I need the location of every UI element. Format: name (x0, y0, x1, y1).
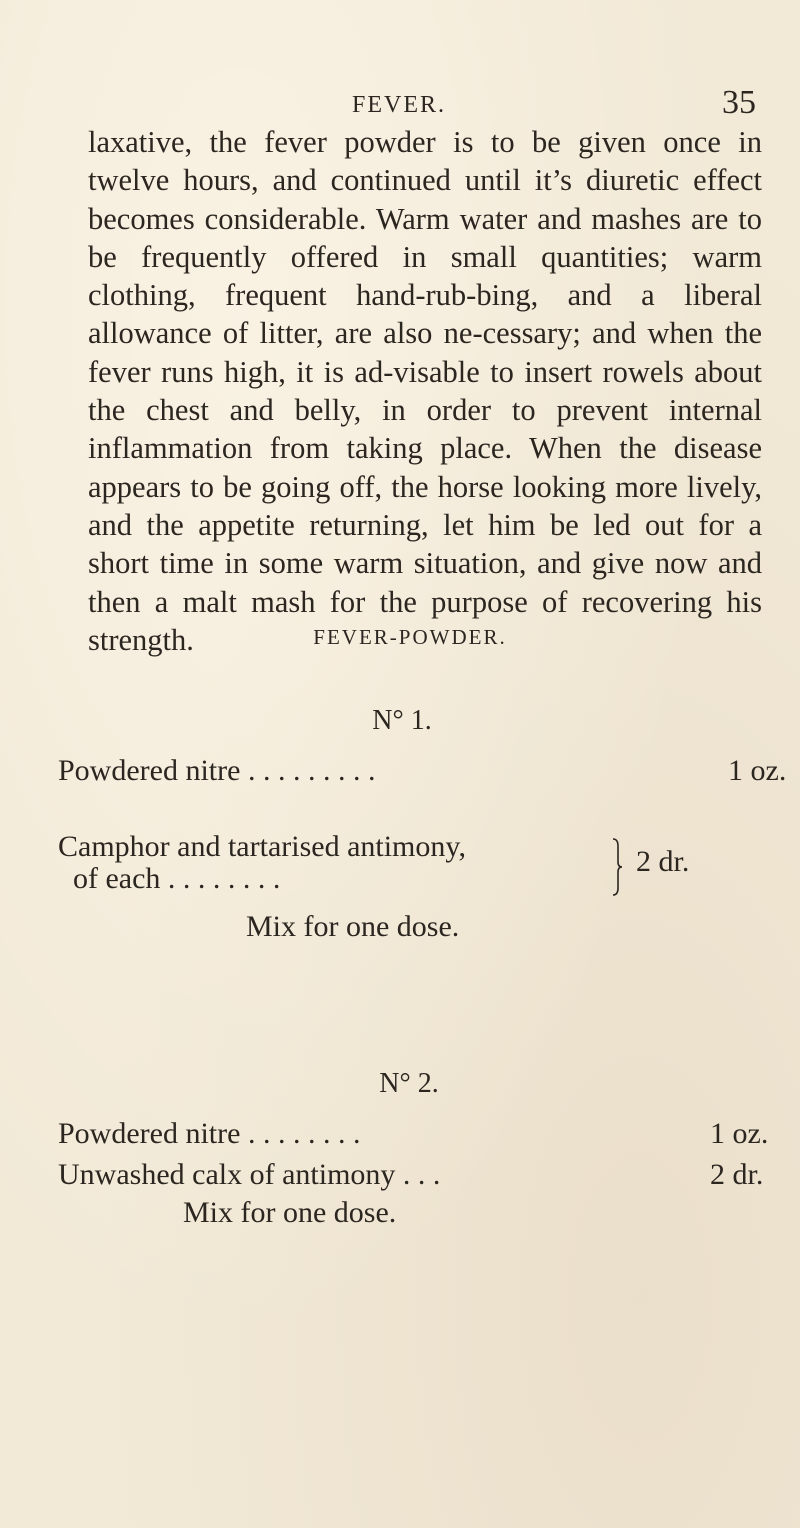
recipe-1-number: N° 1. (372, 705, 432, 736)
curly-brace-icon (612, 838, 622, 896)
header-title: FEVER. (352, 92, 447, 118)
recipe-2-number: N° 2. (379, 1068, 439, 1099)
ingredient-quantity: 1 oz. (710, 1117, 769, 1150)
recipe-1-ingredient-2-quantity-wrap (636, 845, 689, 879)
ingredient-quantity: 2 dr. (710, 1158, 764, 1191)
recipe-2-instruction: Mix for one dose. (183, 1196, 397, 1229)
recipe-1-ingredient-2-line-1 (58, 830, 466, 864)
ingredient-name: Powdered nitre . . . . . . . . . (58, 754, 376, 787)
body-paragraph: laxative, the fever powder is to be given once in twelve hours, and continued until it’s diuretic effect becomes considerable. Warm water and mashes are to be frequently offered in small quantities; warm clothing, frequent hand-rub-bing, and a liberal allowance of litter, are also ne-cessary; and when the fever runs high, it is ad-visable to insert rowels about the chest and belly, in order to prevent internal inflammation from taking place. When the disease appears to be going off, the horse looking more lively, and the appetite returning, let him be led out for a short time in some warm situation, and give now and then a malt mash for the purpose of recovering his strength. (88, 125, 762, 657)
ingredient-quantity: 2 dr. (636, 845, 690, 878)
ingredient-name: Unwashed calx of antimony . . . (58, 1158, 441, 1191)
section-heading: FEVER-POWDER. (313, 625, 507, 649)
recipe-2-ingredient-1 (58, 1117, 769, 1151)
page-number: 35 (722, 84, 756, 121)
ingredient-name: Camphor and tartarised antimony, (58, 830, 466, 863)
recipe-1-ingredient-1 (58, 754, 787, 788)
recipe-1-instruction: Mix for one dose. (246, 910, 460, 943)
ingredient-name-continued: of each . . . . . . . . (73, 862, 281, 895)
recipe-2-ingredient-2 (58, 1158, 764, 1192)
ingredient-quantity: 1 oz. (728, 754, 787, 787)
recipe-1-ingredient-2-line-2 (73, 862, 280, 896)
ingredient-name: Powdered nitre . . . . . . . . (58, 1117, 361, 1150)
